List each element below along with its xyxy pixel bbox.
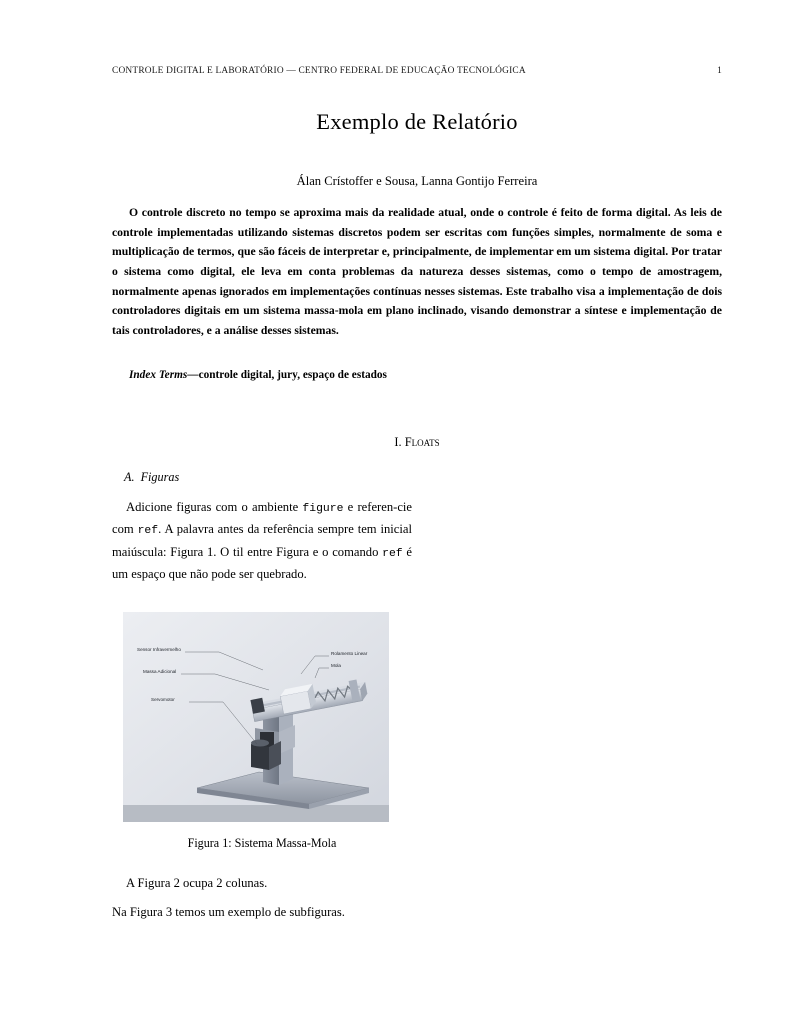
- subsection-title: Figuras: [140, 469, 180, 484]
- paragraph-figura-2: [112, 873, 412, 895]
- running-head-left: CONTROLE DIGITAL E LABORATÓRIO — CENTRO FEDERAL DE EDUCAÇÃO TECNOLÓGICA: [112, 66, 526, 76]
- massa-mola-diagram: [123, 612, 389, 822]
- paragraph-text-c: . A palavra antes da referência sempre tem inicial maiúscula: Figura 1. O til entre Figura e o comando: [112, 522, 412, 559]
- inline-code-ref-1: ref: [137, 525, 159, 538]
- paragraph-figura-3: [112, 902, 412, 924]
- paragraph-text-b: e referen-cie com: [112, 499, 413, 537]
- abstract-paragraph: [112, 203, 722, 341]
- index-terms-list: controle digital, jury, espaço de estados: [198, 368, 387, 381]
- authors-line: Álan Crístoffer e Sousa, Lanna Gontijo Ferreira: [296, 174, 538, 188]
- paragraph-text-a: Adicione figuras com o ambiente: [126, 499, 303, 514]
- paragraph-figura-3-text: Na Figura 3 temos um exemplo de subfiguras.: [112, 904, 345, 919]
- annotation-mola: Mola: [331, 663, 341, 669]
- page-number: 1: [717, 66, 722, 76]
- annotation-rolamento-linear: Rolamento Linear: [331, 651, 368, 657]
- abstract-text: O controle discreto no tempo se aproxima mais da realidade atual, onde o controle é feito de forma digital. As leis de controle implementadas utilizando sistemas discretos podem ser escritas com funções simples, normalmente de soma e multiplicação de termos, que são fáceis de interpretar e, principalmente, de implementar em um sistema digital. Por tratar o sistema como digital, ele leva em conta problemas da natureza desses sistemas, como o tempo de amostragem, normalmente apenas ignorados em implementações contínuas nesses sistemas. Este trabalho visa a implementação de dois controladores digitais em um sistema massa-mola em plano inclinado, visando demonstrar a síntese e implementação de tais controladores, e a análise desses sistemas.: [112, 206, 722, 337]
- paragraph-text-d: é um espaço que não pode ser quebrado.: [112, 544, 412, 582]
- figure-1-caption: Figura 1: Sistema Massa-Mola: [187, 836, 337, 851]
- section-heading-1: [112, 435, 722, 450]
- subsection-number: A.: [124, 469, 135, 484]
- index-terms: [129, 369, 722, 381]
- index-terms-label: Index Terms: [129, 368, 188, 381]
- index-terms-separator: —: [187, 368, 199, 381]
- annotation-massa-adicional: Massa Adicional: [143, 669, 177, 675]
- figure-1-image: [123, 612, 389, 822]
- page-content: [112, 66, 722, 923]
- paragraph-figuras: [112, 497, 412, 586]
- figure-1-block: [112, 612, 412, 851]
- running-head: [112, 66, 722, 76]
- section-number: I.: [394, 434, 402, 449]
- annotation-servomotor: Servomotor: [151, 697, 175, 703]
- paragraph-figura-2-text: A Figura 2 ocupa 2 colunas.: [126, 876, 268, 891]
- subsection-heading-1a: [124, 470, 722, 485]
- section-title: Floats: [404, 434, 440, 449]
- inline-code-figure: figure: [302, 502, 344, 515]
- inline-code-ref-2: ref: [382, 547, 403, 560]
- annotation-sensor-infravermelho: Sensor Infravermelho: [137, 647, 181, 653]
- page-title: Exemplo de Relatório: [316, 109, 518, 134]
